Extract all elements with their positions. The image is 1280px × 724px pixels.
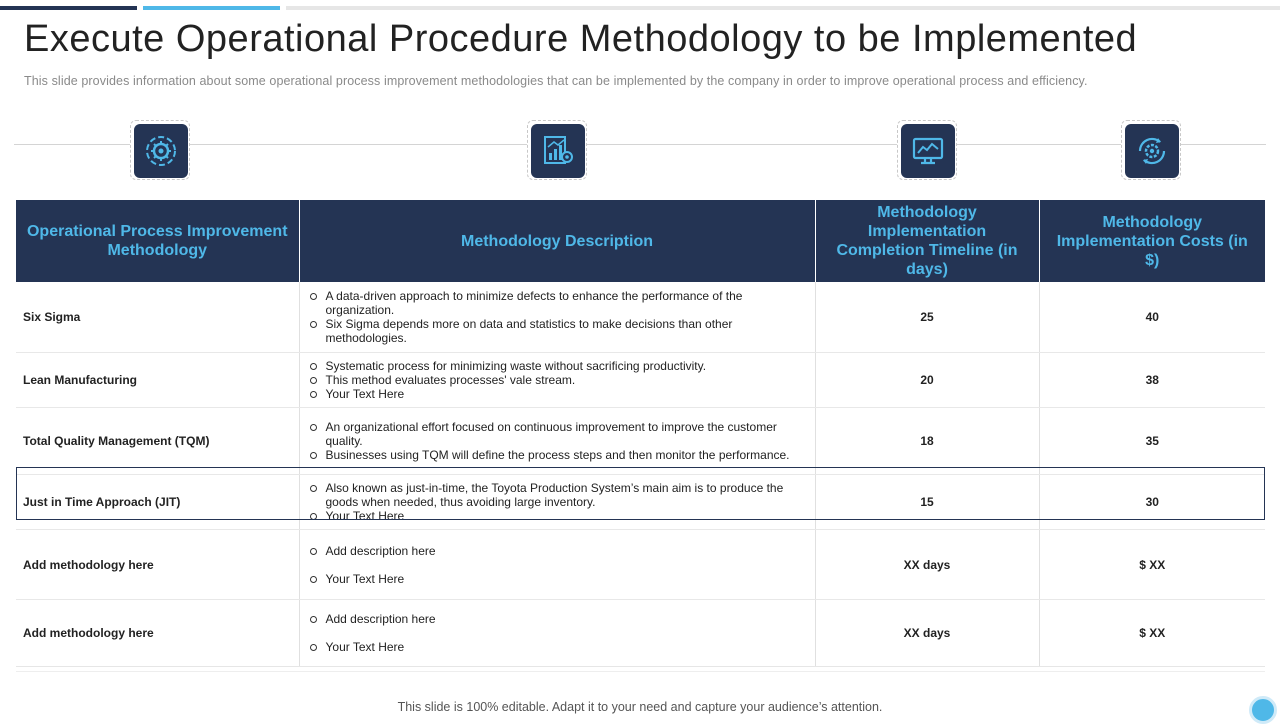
table-row <box>16 530 1265 600</box>
timeline-value: 25 <box>815 282 1039 353</box>
table-bottom-divider-2 <box>16 671 1265 672</box>
timeline-value: XX days <box>815 530 1039 600</box>
description-bullet: Your Text Here <box>310 509 805 523</box>
table-row <box>16 282 1265 353</box>
cost-value: 35 <box>1039 408 1265 475</box>
methodology-description <box>299 353 815 408</box>
header-costs: Methodology Implementation Costs (in $) <box>1039 200 1265 282</box>
gear-refresh-icon <box>1125 124 1179 178</box>
icon-row-divider <box>14 144 1266 145</box>
description-bullet: Add description here <box>310 612 805 626</box>
description-bullet: Six Sigma depends more on data and statistics to make decisions than other methodologies. <box>310 317 805 345</box>
timeline-value: 18 <box>815 408 1039 475</box>
description-bullet: Also known as just-in-time, the Toyota Production System’s main aim is to produce the goods when needed, thus avoiding large inventory. <box>310 481 805 509</box>
cost-value: 38 <box>1039 353 1265 408</box>
methodology-name: Just in Time Approach (JIT) <box>16 475 299 530</box>
description-bullet: An organizational effort focused on continuous improvement to improve the customer quality. <box>310 420 805 448</box>
timeline-value: XX days <box>815 600 1039 667</box>
table-row <box>16 353 1265 408</box>
description-bullet: Your Text Here <box>310 387 805 401</box>
methodology-description <box>299 600 815 667</box>
top-accent-bar-blue <box>143 6 280 10</box>
methodology-description <box>299 408 815 475</box>
icon-frame-3 <box>897 120 957 180</box>
methodology-name: Add methodology here <box>16 530 299 600</box>
icon-frame-2 <box>527 120 587 180</box>
table-row <box>16 600 1265 667</box>
methodology-description <box>299 530 815 600</box>
chart-document-gear-icon <box>531 124 585 178</box>
slide-footer-note: This slide is 100% editable. Adapt it to your need and capture your audience’s attention. <box>397 700 883 714</box>
slide-subtitle: This slide provides information about some operational process improvement methodologies that can be implemented by the company in order to improve operational process and efficiency. <box>24 74 1088 88</box>
methodology-name: Total Quality Management (TQM) <box>16 408 299 475</box>
gear-cycle-icon <box>134 124 188 178</box>
cost-value: $ XX <box>1039 530 1265 600</box>
icon-frame-1 <box>130 120 190 180</box>
header-methodology: Operational Process Improvement Methodology <box>16 200 299 282</box>
description-bullet: This method evaluates processes' vale stream. <box>310 373 805 387</box>
methodology-table <box>16 200 1265 667</box>
methodology-name: Add methodology here <box>16 600 299 667</box>
table-header-row <box>16 200 1265 282</box>
monitor-icon <box>901 124 955 178</box>
top-accent-bar-gray <box>286 6 1280 10</box>
header-timeline: Methodology Implementation Completion Timeline (in days) <box>815 200 1039 282</box>
timeline-value: 15 <box>815 475 1039 530</box>
table-row <box>16 408 1265 475</box>
table-bottom-divider <box>16 666 1265 667</box>
timeline-value: 20 <box>815 353 1039 408</box>
header-description: Methodology Description <box>299 200 815 282</box>
methodology-name: Six Sigma <box>16 282 299 353</box>
cost-value: 40 <box>1039 282 1265 353</box>
description-bullet: Systematic process for minimizing waste without sacrificing productivity. <box>310 359 805 373</box>
slide-title: Execute Operational Procedure Methodology to be Implemented <box>24 18 1138 60</box>
description-bullet: Your Text Here <box>310 572 805 586</box>
description-bullet: Businesses using TQM will define the process steps and then monitor the performance. <box>310 448 805 462</box>
top-accent-bar-navy <box>0 6 137 10</box>
icon-frame-4 <box>1121 120 1181 180</box>
description-bullet: Add description here <box>310 544 805 558</box>
table-row-highlighted <box>16 475 1265 530</box>
methodology-description <box>299 475 815 530</box>
cost-value: 30 <box>1039 475 1265 530</box>
description-bullet: Your Text Here <box>310 640 805 654</box>
methodology-description <box>299 282 815 353</box>
description-bullet: A data-driven approach to minimize defects to enhance the performance of the organization. <box>310 289 805 317</box>
cost-value: $ XX <box>1039 600 1265 667</box>
methodology-name: Lean Manufacturing <box>16 353 299 408</box>
